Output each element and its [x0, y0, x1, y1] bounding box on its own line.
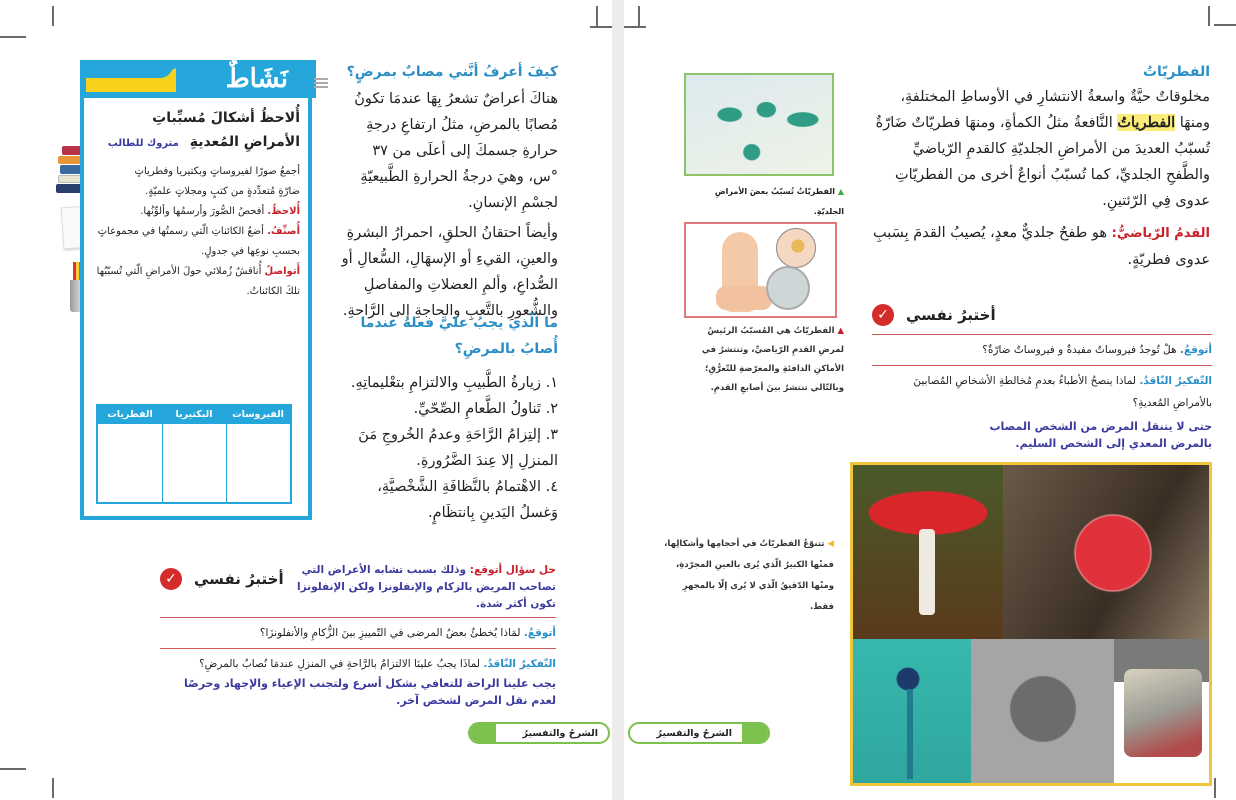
scarlet-cup-fungus-image — [1003, 465, 1209, 639]
check-mark-icon: ✓ — [160, 568, 182, 590]
figure-caption-1: ▲ الفطريّاتُ تُسبّبُ بعضَ الأمراضِ الجلديّةِ. — [714, 187, 844, 216]
fly-agaric-mushroom-image — [853, 465, 1003, 639]
symptoms-paragraph-2: وأيضاً احتقانُ الحلقِ، احمرارُ البشرةِ والعينِ، القيءِ أو الإسهَالِ، السُّعالِ أو الصُّداعِ، وألمِ العضلاتِ والمفاصلِ والشُّعورِ بالتَّعبِ والحاجةِ إلى الرَّاحةِ. — [341, 225, 558, 319]
list-item: ٣. إلتِزامُ الرَّاحَةِ وعدمُ الخُروجِ مَنَ المنزلِ إلا عِندَ الضَّرُورةِ. — [358, 427, 558, 469]
crop-mark — [596, 6, 598, 26]
table-cell[interactable] — [98, 424, 162, 502]
activity-lines-icon — [314, 78, 328, 88]
crop-mark — [590, 26, 612, 28]
divider — [160, 648, 556, 649]
highlighted-term: الفطرياتُ — [1117, 114, 1176, 131]
critical-thinking-answer: يجب علينا الراحة للتعافي بشكل أسرع ولتجنب الإعياء والإجهاد وحرصًا لعدم نقل المرض لشخص آخر. — [183, 677, 556, 707]
section-what-to-do-heading: ما الّذي يجبُ عليَّ فعلهُ عندما أُصابُ بالمرضِ؟ — [360, 315, 558, 357]
list-item: ٢. تَناولُ الطَّعامِ الصِّحّيِّ. — [413, 401, 558, 417]
activity-box — [80, 60, 312, 520]
figure-caption-2: ▲ الفطريّاتُ هي المُسبّبُ الرئيسُ لمرضِ القدمِ الرّياضيِّ، وتنتشرُ في الأماكنِ الدافئةِ والمعرّضةِ للتّعرُّقِ؛ وبالتّالي تنتشرُ بينَ أصابعِ القدمِ. — [701, 326, 844, 393]
crop-mark — [52, 778, 54, 798]
what-to-do-list — [340, 370, 558, 526]
crop-mark — [638, 6, 640, 26]
check-yourself-title: ✓ أختبرُ نفسي — [160, 568, 284, 590]
table-cell[interactable] — [162, 424, 226, 502]
list-item: ٤. الاهْتمامُ بالنَّظافَةِ الشَّخْصيَّةِ، وَغسلُ اليَدينِ بِانتظَامٍ. — [377, 479, 558, 521]
crop-mark — [1214, 24, 1236, 26]
crop-mark — [624, 26, 646, 28]
triangle-bullet-icon: ▲ — [837, 187, 844, 196]
activity-step-observe: أُلاحظُ. أفحصُ الصُّورَ وأرسمُها وألوِّنُها. — [140, 206, 300, 217]
triangle-bullet-icon: ◀ — [827, 539, 834, 549]
activity-note: متروك للطالب — [107, 138, 179, 149]
predict-question: أتوقعُ. لمَاذا يُخطئُ بعضُ المرضى في التّمييزِ بينَ الزُّكامِ والأنفلونزَا؟ — [259, 627, 556, 639]
athletes-foot-definition: القدمُ الرّياضيُّ: هو طفحٌ جلديٌّ معدٍ، يُصيبُ القدمَ بِسَببِ عدوى فطريّةٍ. — [873, 225, 1210, 268]
critical-thinking-question: التّفكيرُ النّاقدُ. لماذَا يجبُ علينَا الالتزامُ بالرَّاحةِ في المنزلِ عندمَا نُصابُ بالمرضِ؟ — [199, 658, 556, 670]
divider — [872, 365, 1212, 366]
footer-section-tab: الشرحُ والتفسيرُ — [628, 722, 770, 744]
section-fungi — [870, 64, 1210, 273]
magnifier-circle-icon — [766, 266, 810, 310]
symptoms-paragraph-1: هناكَ أعراضٌ تشعرُ بِهَا عندمَا تكونُ مُصابًا بالمرضِ، مثلُ ارتفاعِ درجةِ حرارةِ جسمكَ إلى أعلَى من ٣٧ °س، وهيَ درجةُ الحرارةِ الطَّبيعيّةِ لجسْمِ الإنسانِ. — [354, 91, 558, 211]
right-page — [624, 0, 1236, 800]
divider — [160, 617, 556, 618]
table-header-bacteria: البكتيريا — [162, 406, 226, 424]
footer-tab-swatch — [742, 724, 768, 742]
check-yourself-title: ✓ أختبرُ نفسي — [872, 304, 1212, 326]
aspergillus-microscope-image — [853, 639, 971, 783]
activity-title: نَشَاطٌ — [225, 64, 288, 94]
crop-mark — [1208, 6, 1210, 26]
yeast-cell-microscope-image — [971, 639, 1114, 783]
activity-step-classify: أُصنِّفُ. أضعُ الكائناتِ الّتي رسمتُها في مجموعاتٍ بحسبِ نوعِها في جدولٍ. — [97, 226, 300, 257]
fungi-microscope-image — [684, 73, 834, 176]
check-yourself-left — [160, 562, 556, 709]
triangle-bullet-icon: ▲ — [837, 326, 844, 336]
section-symptoms-heading: كيفَ أعرفُ أنَّني مصابٌ بمرضٍ؟ — [346, 64, 558, 80]
fungi-paragraph: مخلوقاتٌ حيَّةٌ واسعةُ الانتشارِ في الأوساطِ المختلفةِ، ومنهَا الفطرياتُ النَّافعةُ مثلُ الكمأةِ، ومنهَا فطريّاتٌ ضَارّةٌ تُسبّبُ العديدَ من الأمراضِ الجلديّةِ كالقدمِ الرّياضيِّ والطَّفحِ الجلديِّ، كما تُسبّبُ أنواعٌ أخرى من الفطريّاتِ عدوى فِي الرّئتينِ. — [875, 89, 1210, 209]
activity-step-communicate: أَتواصلُ أُناقشُ زُملائي حولَ الأمراضِ الّتي تُسبّبُها تلكَ الكائناتُ. — [96, 266, 300, 297]
magnifier-circle-icon — [776, 228, 816, 268]
fungi-photo-grid — [850, 462, 1212, 786]
critical-thinking-answer: حتى لا يتنقل المرض من الشخص المصاب بالمرض المعدي إلى الشخص السليم. — [989, 420, 1212, 450]
crop-mark — [1214, 778, 1216, 798]
check-yourself-right — [872, 304, 1212, 452]
table-header-viruses: الفيروسات — [226, 406, 290, 424]
divider — [872, 334, 1212, 335]
athletes-foot-image — [684, 222, 837, 318]
activity-heading: أُلاحظُ أشكالَ مُسبِّباتِ الأمراضِ المُعديةِ متروك للطالب — [107, 110, 300, 150]
table-cell[interactable] — [226, 424, 290, 502]
predict-answer: حل سؤال أتوقع: وذلك بسبب تشابه الأعراض التي تصاحب المريض بالزكام والإنفلونزا ولكن الإنفلونزا تكون أكثر شدة. — [297, 564, 556, 610]
critical-thinking-question: التّفكيرُ النّاقدُ. لماذا ينصحُ الأطباءُ بعدمِ مُخالطةِ الأشخاصِ المُصابينَ بالأمراضِ المُعديةِ؟ — [913, 375, 1212, 409]
crop-mark — [0, 768, 26, 770]
section-symptoms — [340, 64, 558, 324]
classification-table — [96, 404, 292, 504]
crop-mark — [0, 36, 26, 38]
section-fungi-heading: الفطريّاتُ — [1142, 64, 1210, 80]
section-what-to-do — [340, 310, 558, 526]
list-item: ١. زيارةُ الطَّبيبِ والالتزامِ بتعْليماتِهِ. — [350, 375, 558, 391]
crop-mark — [52, 6, 54, 26]
moldy-bread-image — [1114, 639, 1209, 783]
figure-caption-3: ◀ تتنوّعُ الفطريّاتُ في أحجامِها وأشكالِها، فمنْها الكبيرُ الّذي يُرى بالعينِ المجرّدةِ، ومنْها الدّقيقُ الّذي لا يُرى إلّا بالمجهرِ فقط. — [664, 539, 834, 612]
left-page — [0, 0, 612, 800]
footer-tab-swatch — [470, 724, 496, 742]
check-mark-icon: ✓ — [872, 304, 894, 326]
activity-intro: أجمعُ صورًا لفيروساتٍ وبكتيريا وفطرياتٍ ضارّةٍ مُتعدِّدةٍ من كتبٍ ومجلاتٍ علميّةٍ. — [134, 166, 300, 197]
table-header-fungi: الفطريات — [98, 406, 162, 424]
predict-question: أتوقعُ. هلْ تُوجدُ فيروساتٌ مفيدةٌ و فيروساتٌ ضارّةٌ؟ — [982, 344, 1212, 356]
footer-section-tab: الشرحُ والتفسيرُ — [468, 722, 610, 744]
